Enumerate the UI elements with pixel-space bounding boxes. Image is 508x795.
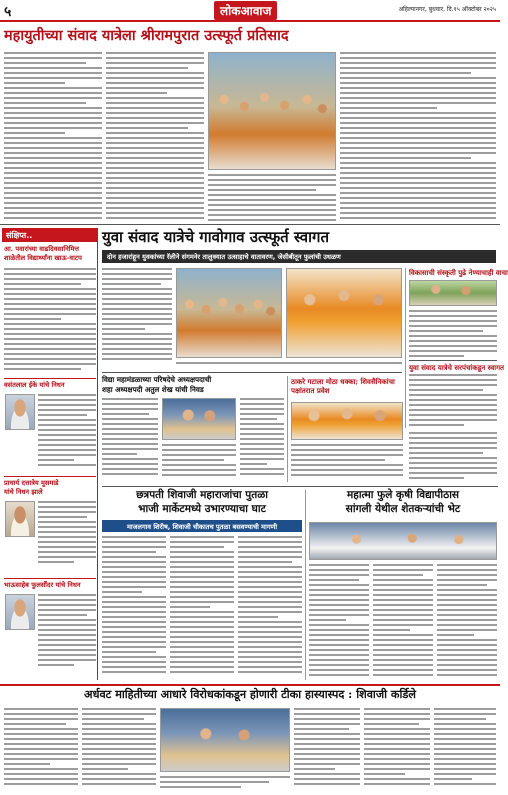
mid-left-headline-line2: शहा अध्यक्षपदी अतुल शेख यांची निवड <box>102 385 204 394</box>
mahatma-photo <box>309 522 497 560</box>
brief-item-2-portrait <box>5 394 35 430</box>
brief-divider-1 <box>4 378 96 379</box>
top-story-headline: महायुतीच्या संवाद यात्रेला श्रीरामपुरात उत्स्फूर्त प्रतिसाद <box>4 27 289 44</box>
mid-right-photo <box>291 402 403 440</box>
top-story-column-2 <box>106 52 204 222</box>
top-story-column-1 <box>4 52 102 222</box>
mahatma-column-2 <box>373 564 433 680</box>
box-right-2-text <box>409 374 497 428</box>
bottom-column-5 <box>434 708 496 792</box>
brief-item-4-text <box>38 594 96 676</box>
bottom-column-2 <box>82 708 156 792</box>
box-right-1-photo <box>409 280 497 306</box>
brief-item-3-text <box>38 501 96 573</box>
brief-item-1-title-line2: शाळेतील विद्यार्थ्यांना खाऊ-वाटप <box>4 254 82 262</box>
mid-right-headline: ठाकरे गटाला मोठा धक्का; शिवसैनिकांचा पक्षांतरात प्रवेश <box>291 377 395 395</box>
shivaji-column-3 <box>238 536 302 680</box>
mahatma-column-1 <box>309 564 369 680</box>
main-story-photo-1 <box>176 268 282 358</box>
mahatma-headline-line1: महात्मा फुले कृषी विद्यापीठास <box>346 489 460 501</box>
mid-section-divider <box>102 486 498 487</box>
main-story-headline: युवा संवाद यात्रेचे गावोगाव उत्स्फूर्त स्वागत <box>102 228 330 246</box>
main-story-photo-2 <box>286 268 402 358</box>
mid-left-photo <box>162 398 236 440</box>
shivaji-subhead-bar: माजलगाव शिरीष, शिवाजी चौकातच पुतळा बसवण्याची मागणी <box>102 520 302 532</box>
shivaji-headline-line1: छत्रपती शिवाजी महाराजांचा पुतळा <box>136 489 268 501</box>
mid-right-text-2 <box>409 432 497 482</box>
mid-left-column-3 <box>240 398 284 482</box>
top-story-column-4 <box>340 52 496 222</box>
box-right-2-title: युवा संवाद यात्रेचे सरपंचांकडून स्वागत <box>409 363 505 372</box>
main-story-caption <box>176 362 402 366</box>
top-story-divider <box>0 224 500 225</box>
top-story-photo <box>208 52 336 170</box>
brief-item-2-title: वसंतलाल ईके यांचे निधन <box>4 381 65 389</box>
brief-item-3-title-line2: यांचे निधन झाले <box>4 488 43 496</box>
brief-item-2-text <box>38 394 96 472</box>
bottom-column-3 <box>294 708 360 792</box>
mid-divider-rule <box>287 376 288 482</box>
shivaji-headline-line2: भाजी मार्केटमध्ये उभारण्याचा घाट <box>138 503 266 515</box>
main-story-divider <box>102 372 402 373</box>
top-story-column-3 <box>208 174 336 222</box>
bottom-story-photo <box>160 708 290 772</box>
page-number: ५ <box>4 4 12 20</box>
bottom-photo-caption <box>160 776 290 792</box>
mid-left-column-1 <box>102 398 158 482</box>
brief-news-sidebar <box>2 228 98 680</box>
main-right-column-rule <box>405 268 406 428</box>
brief-divider-2 <box>4 476 96 477</box>
edition-line: अहिल्यानगर, बुधवार, दि.१५ ऑक्टोबर २०२५ <box>398 6 496 13</box>
brief-item-3-portrait <box>5 501 35 537</box>
brief-item-1-title-line1: आ. पवारांच्या वाढदिवसानिमित्त <box>4 245 79 253</box>
bottom-story-headline: अर्धवट माहितीच्या आधारे विरोधकांकडून होणारी टीका हास्यास्पद : शिवाजी कर्डिले <box>84 687 416 701</box>
brief-divider-3 <box>4 578 96 579</box>
bottom-story-divider <box>0 684 500 686</box>
brief-item-3-title-line1: प्राचार्य दत्तात्रेय मुसमाडे <box>4 479 59 487</box>
bottom-column-1 <box>4 708 78 792</box>
mid-left-column-2 <box>162 444 236 482</box>
main-story-column-1 <box>102 268 172 366</box>
main-story-deck: दोन हजारांहून युवकांच्या रॅलीने संगमनेर तालुक्यात उत्साहाचे वातावरण, जेसीबीतून फुलांची उधळण <box>102 250 496 263</box>
paper-logo: लोकआवाज <box>214 1 277 20</box>
mahatma-headline-line2: सांगली येथील शेतकऱ्यांची भेट <box>345 503 461 515</box>
box-right-1-text <box>409 310 497 358</box>
brief-item-4-title: भाऊसाहेब फुलसौंदर यांचे निधन <box>4 581 81 589</box>
lower-divider-rule <box>305 490 306 680</box>
masthead <box>0 0 500 22</box>
mid-left-headline-line1: विद्या महामंडळाच्या परिषदेचे अध्यक्षपदाची <box>102 375 212 384</box>
bottom-column-4 <box>364 708 430 792</box>
shivaji-column-2 <box>170 536 234 680</box>
sidebar-section-label: संक्षिप्त.. <box>2 228 98 242</box>
box-right-divider <box>409 360 497 361</box>
mid-right-text <box>291 444 403 482</box>
mahatma-column-3 <box>437 564 497 680</box>
shivaji-column-1 <box>102 536 166 680</box>
brief-item-4-portrait <box>5 594 35 630</box>
box-right-1-title: विकासाची संस्कृती पुढे नेण्याचाही वाचा <box>409 268 508 277</box>
brief-item-1-text <box>4 268 96 376</box>
